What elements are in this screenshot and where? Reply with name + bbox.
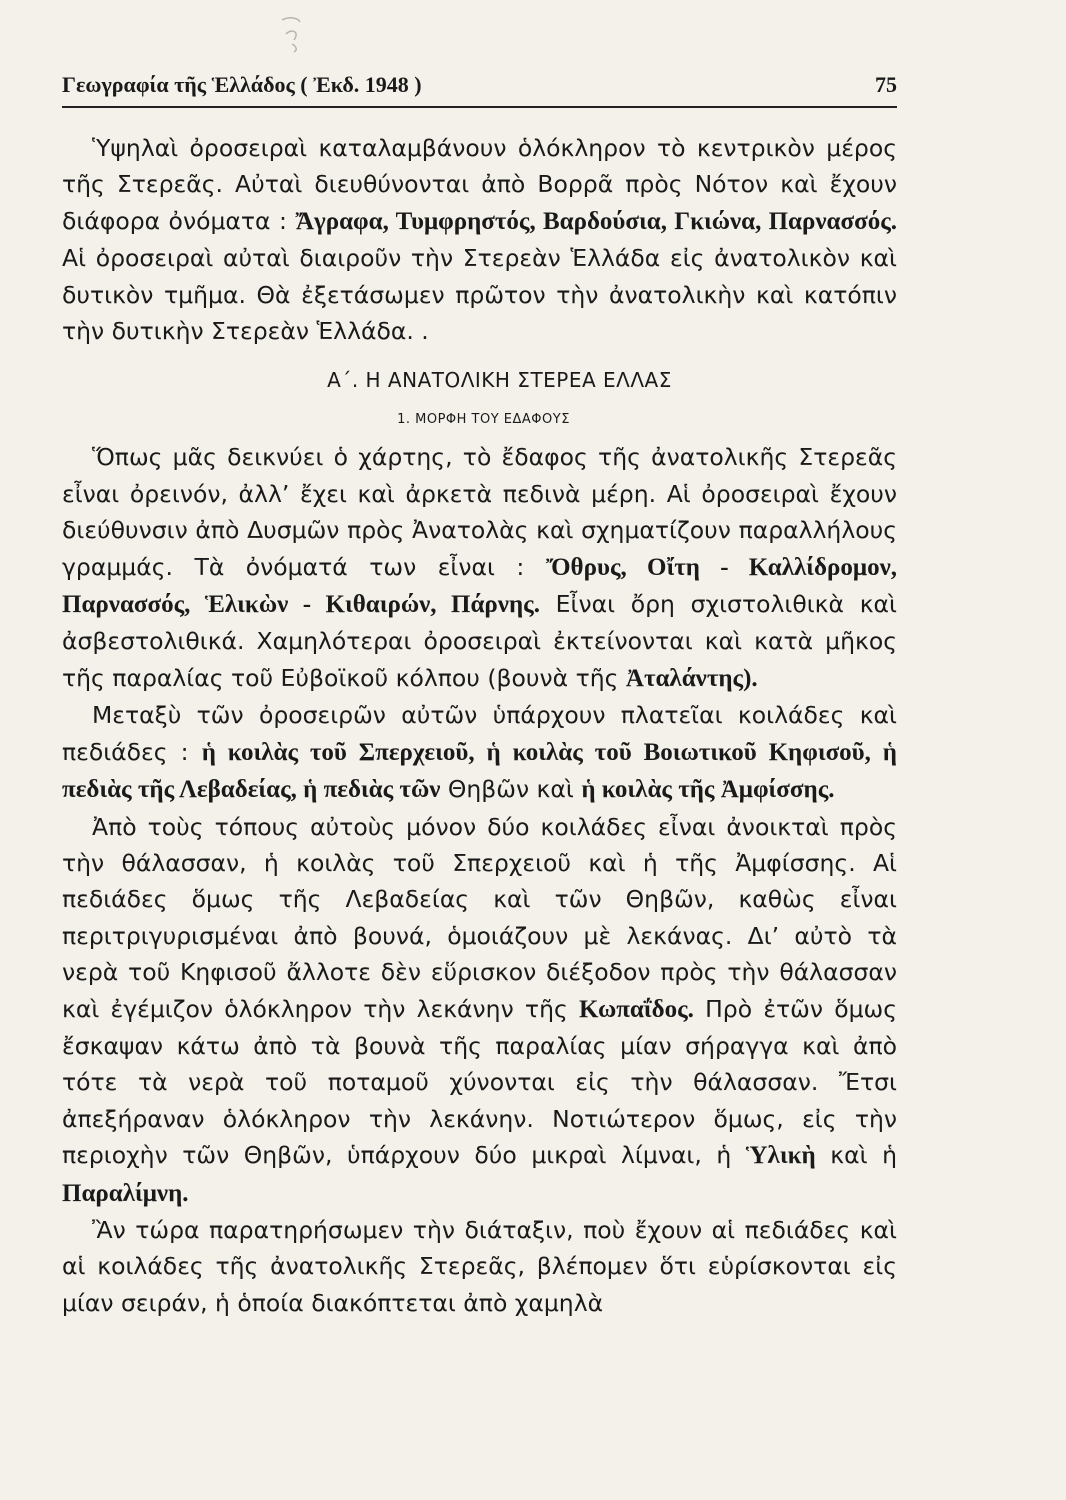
paragraph-arrangement: Ἂν τώρα παρατηρήσωμεν τὴν διάταξιν, ποὺ ἔχουν αἱ πεδιάδες καὶ αἱ κοιλάδες τῆς ἀνατολικῆς Στερεᾶς, βλέπομεν ὅτι εὑρίσκονται εἰς μίαν σειράν, ἡ ὁποία διακόπτεται ἀπὸ χαμηλὰ [62,1215,897,1317]
paralimni-name: Παραλίμνη. [62,1179,189,1207]
paragraph-valleys: Μεταξὺ τῶν ὀροσειρῶν αὐτῶν ὑπάρχουν πλατεῖαι κοιλάδες καὶ πεδιάδες : ἡ κοιλὰς τοῦ Σπερχειοῦ, ἡ κοιλὰς τοῦ Βοιωτικοῦ Κηφισοῦ, ἡ πεδιὰς τῆς Λεβαδείας, ἡ πεδιὰς τῶν Θηβῶν καὶ ἡ κοιλὰς τῆς Ἀμφίσσης. [62,701,897,804]
page-number: 75 [875,72,897,97]
section-title: Α΄. Η ΑΝΑΤΟΛΙΚΗ ΣΤΕΡΕΑ ΕΛΛΑΣ [327,368,672,393]
yliki-name: Ὑλικὴ [745,1142,816,1170]
atalanti-name: Ἀταλάντης). [625,664,758,692]
subsection-title: 1. ΜΟΡΦΗ ΤΟΥ ΕΔΑΦΟΥΣ [397,412,570,428]
intro-paragraph: Ὑψηλαὶ ὀροσειραὶ καταλαμβάνουν ὁλόκληρον τὸ κεντρικὸν μέρος τῆς Στερεᾶς. Αὐταὶ διευθύνονται ἀπὸ Βορρᾶ πρὸς Νότον καὶ ἔχουν διάφορα ὀνόματα : Ἄγραφα, Τυμφρηστός, Βαρδούσια, Γκιώνα, Παρνασσός. Αἱ ὀροσειραὶ αὐταὶ διαιροῦν τὴν Στερεὰν Ἑλλάδα εἰς ἀνατολικὸν καὶ δυτικὸν τμῆμα. Θὰ ἐξετάσωμεν πρῶτον τὴν ἀνατολικὴν καὶ κατόπιν τὴν δυτικὴν Στερεὰν Ἑλλάδα. . [62,134,898,346]
mountain-names: Ἄγραφα, Τυμφρηστός, Βαρδούσια, Γκιώνα, Παρνασσός. [295,207,898,235]
header-title: Γεωγραφία τῆς Ἑλλάδος ( Ἐκδ. 1948 ) [62,72,422,97]
running-header [62,72,897,98]
pencil-mark [278,14,308,54]
kopais-name: Κωπαΐδος. [578,995,694,1023]
paragraph-terrain: Ὅπως μᾶς δεικνύει ὁ χάρτης, τὸ ἔδαφος τῆς ἀνατολικῆς Στερεᾶς εἶναι ὀρεινόν, ἀλλ’ ἔχει καὶ ἀρκετὰ πεδινὰ μέρη. Αἱ ὀροσειραὶ ἔχουν διεύθυνσιν ἀπὸ Δυσμῶν πρὸς Ἀνατολὰς καὶ σχηματίζουν παραλλήλους γραμμάς. Τὰ ὀνόματά των εἶναι : Ὄθρυς, Οἴτη - Καλλίδρομον, Παρνασσός, Ἑλικὼν - Κιθαιρών, Πάρνης. Εἶναι ὄρη σχιστολιθικὰ καὶ ἀσβεστολιθικά. Χαμηλότεραι ὀροσειραὶ ἐκτείνονται καὶ κατὰ μῆκος τῆς παραλίας τοῦ Εὐβοϊκοῦ κόλπου (βουνὰ τῆς Ἀταλάντης). [62,443,897,692]
paragraph-basins: Ἀπὸ τοὺς τόπους αὐτοὺς μόνον δύο κοιλάδες εἶναι ἀνοικταὶ πρὸς τὴν θάλασσαν, ἡ κοιλὰς τοῦ Σπερχειοῦ καὶ ἡ τῆς Ἀμφίσσης. Αἱ πεδιάδες ὅμως τῆς Λεβαδείας καὶ τῶν Θηβῶν, καθὼς εἶναι περιτριγυρισμέναι ἀπὸ βουνά, ὁμοιάζουν μὲ λεκάνας. Δι’ αὐτὸ τὰ νερὰ τοῦ Κηφισοῦ ἄλλοτε δὲν εὕρισκον διέξοδον πρὸς τὴν θάλασσαν καὶ ἐγέμιζον ὁλόκληρον τὴν λεκάνην τῆς Κωπαΐδος. Πρὸ ἐτῶν ὅμως ἔσκαψαν κάτω ἀπὸ τὰ βουνὰ τῆς παραλίας μίαν σήραγγα καὶ ἀπὸ τότε τὰ νερὰ τοῦ ποταμοῦ χύνονται εἰς τὴν θάλασσαν. Ἔτσι ἀπεξήραναν ὁλόκληρον τὴν λεκάνην. Νοτιώτερον ὅμως, εἰς τὴν περιοχὴν τῶν Θηβῶν, ὑπάρχουν δύο μικραὶ λίμναι, ἡ Ὑλικὴ καὶ ἡ Παραλίμνη. [62,812,897,1207]
range-names: Ὄθρυς, Οἴτη - Καλλίδρομον, Παρνασσός, Ἑλικὼν - Κιθαιρών, Πάρνης. [62,553,897,619]
body-text [62,130,897,1321]
header-rule [62,106,897,108]
amfissa-valley: ἡ κοιλὰς τῆς Ἀμφίσσης. [581,776,835,804]
valley-names: ἡ κοιλὰς τοῦ Σπερχειοῦ, ἡ κοιλὰς τοῦ Βοιωτικοῦ Κηφισοῦ, ἡ πεδιὰς τῆς Λεβαδείας, ἡ πεδιὰς τῶν [62,738,897,804]
